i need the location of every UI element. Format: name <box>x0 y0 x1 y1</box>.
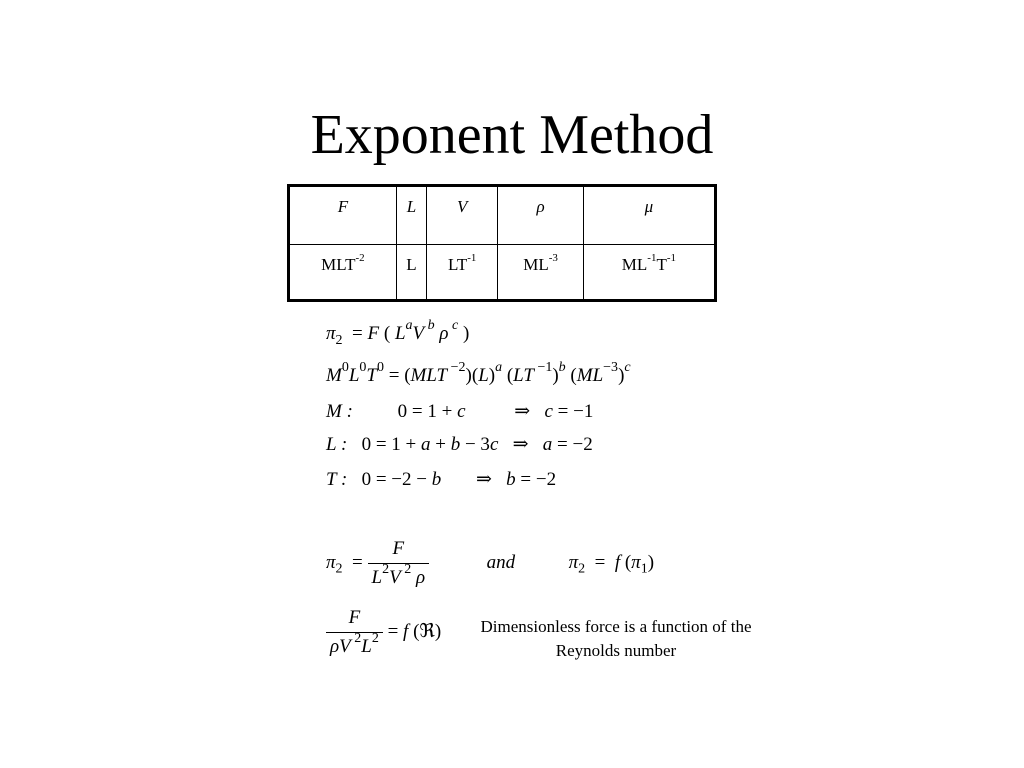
and-word: and <box>486 551 516 573</box>
m-label: M : <box>326 401 353 422</box>
table-header-cell: F <box>289 186 397 245</box>
equation-pi2-result: $\pi_2$ = $\frac{F}{L^2V ^2 \rho}$ and $\pi_2 = f$ $(\pi_1)$ <box>326 538 655 588</box>
reynolds-note: Dimensionless force is a function of the Reynolds number <box>480 617 752 660</box>
table-header-cell: ρ <box>498 186 583 245</box>
table-header-row <box>289 186 716 245</box>
table-unit-cell: $LT^{-1}$ <box>427 245 498 301</box>
table-units-row <box>289 245 716 301</box>
fraction: $\frac{F}{\rho V ^2L^2}$ <box>326 606 383 659</box>
equation-pi2-definition: $\pi_2 = F$ ( $L^aV$ $^b$ ρ $^c$ ) <box>326 317 470 348</box>
table-header-cell: V <box>427 186 498 245</box>
fraction: $\frac{F}{L^2V ^2 \rho}$ <box>368 537 430 590</box>
l-label: L : <box>326 434 348 455</box>
table-unit-cell: $MLT^{-2}$ <box>289 245 397 301</box>
equation-dimension-balance: $M^0L^0T^0 = (MLT$ $^{-2})(L)^a$ (LT $^{-1}$)$^b$ $(ML^{-3})^c$ <box>326 359 631 386</box>
table-unit-cell: L <box>396 245 426 301</box>
table-unit-cell: $ML^{-1}T^{-1}$ <box>583 245 715 301</box>
equation-l-balance: L : 0 = 1 + a + b − 3c ⇒ a = −2 <box>326 434 593 455</box>
equation-m-balance: M : 0 = 1 + c ⇒ c = −1 <box>326 401 594 422</box>
slide-title: Exponent Method <box>310 104 714 166</box>
table-header-cell: μ <box>583 186 715 245</box>
table-unit-cell: $ML^{-3}$ <box>498 245 583 301</box>
table-header-cell: L <box>396 186 426 245</box>
dimension-table <box>287 184 717 302</box>
equation-t-balance: T : 0 = −2 − b ⇒ b = −2 <box>326 469 557 490</box>
t-label: T : <box>326 469 348 490</box>
equation-reynolds-function: $\frac{F}{\rho V ^2L^2}$ = f (ℜ) <box>326 606 441 659</box>
